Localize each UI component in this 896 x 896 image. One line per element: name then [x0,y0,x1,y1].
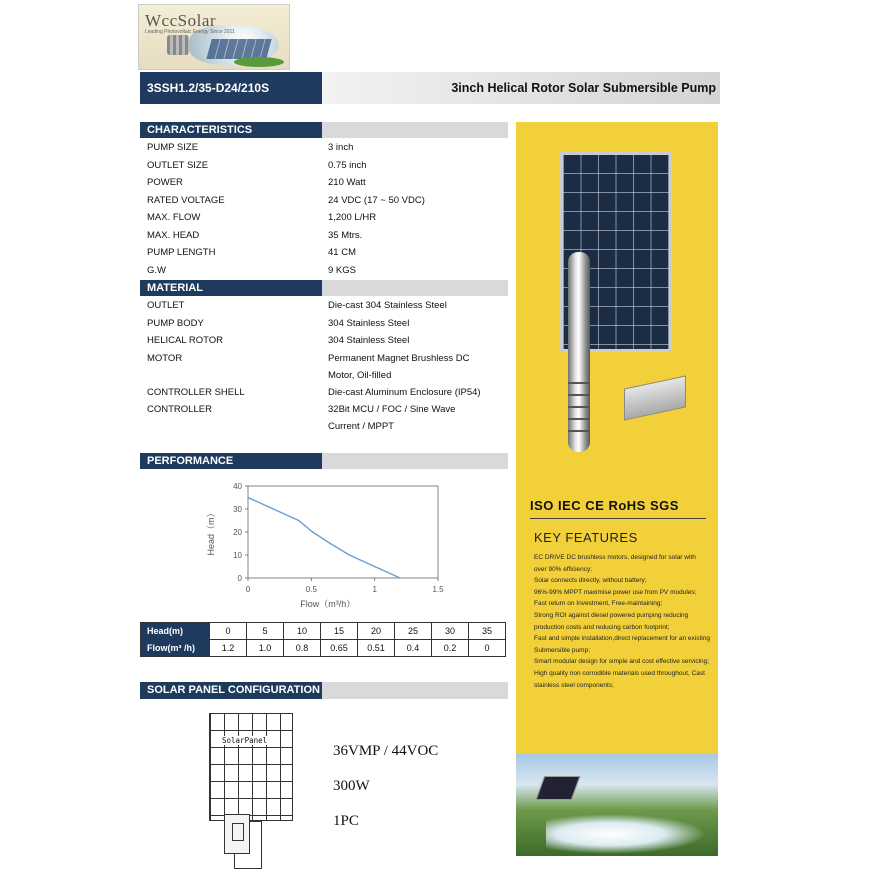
spec-value [328,174,508,191]
spec-row [140,401,508,435]
spec-key: G.W [147,264,166,276]
spec-key: OUTLET [147,300,185,311]
data-point [374,566,376,568]
spec-value-line: Motor, Oil-filled [328,369,392,381]
spec-key: CONTROLLER SHELL [147,386,245,398]
spec-key: PUMP SIZE [147,142,199,153]
spec-value [328,332,508,349]
feature-item: Strong ROI against diesel powered pumping reducing production costs and reducing carbon footprint; [534,611,689,631]
spec-key: HELICAL ROTOR [147,335,224,346]
feature-item: Solar connects directly, without battery; [534,577,647,585]
solar-cells-graphic [206,39,271,59]
spec-row [140,192,508,209]
y-axis-label: Head（m） [206,508,216,556]
x-tick-label: 1 [372,585,377,594]
brand-name: WccSolar [145,11,217,30]
y-tick-label: 40 [233,482,242,491]
data-point [349,554,351,556]
spec-row [140,174,508,191]
x-axis-label: Flow（m³/h） [300,599,356,609]
farm-irrigation-image [516,754,718,856]
spec-key: RATED VOLTAGE [147,194,225,206]
brand-logo [138,4,290,70]
spec-row [140,315,508,332]
spec-value-line: 32Bit MCU / FOC / Sine Wave [328,404,456,415]
spec-key: POWER [147,177,183,188]
spec-key: PUMP LENGTH [147,247,216,258]
head-cell: 15 [321,623,358,640]
spec-key: MAX. HEAD [147,229,200,241]
spec-value-line: 24 VDC (17 ~ 50 VDC) [328,194,425,206]
flow-cell: 0.65 [321,640,358,657]
head-cell: 20 [358,623,395,640]
feature-item: EC DRIVE DC brushless motors, designed for solar with over 90% efficiency; [534,554,696,573]
spec-value [328,262,508,279]
spec-row [140,332,508,349]
feature-item: High quality non corrodible materials used throughout, Cast stainless steel components; [534,669,705,689]
farm-pv-graphic [536,776,581,800]
head-cell: 5 [247,623,284,640]
spec-value-line: Die-cast 304 Stainless Steel [328,300,447,311]
x-tick-label: 1.5 [432,585,444,594]
spec-key: PUMP BODY [147,317,204,329]
data-point [399,577,401,579]
data-point [273,508,275,510]
spec-value-line: 35 Mtrs. [328,229,363,241]
flow-cell: 0.2 [432,640,469,657]
key-features-title: KEY FEATURES [534,530,638,545]
spec-value [328,384,508,401]
water-spray-graphic [546,814,706,854]
spec-row [140,157,508,174]
head-cell: 0 [210,623,247,640]
spec-key: CONTROLLER [147,404,212,415]
spec-row [140,244,508,261]
controller-box-drawing [224,814,250,854]
spec-value [328,139,508,156]
spec-value-line: 1,200 L/HR [328,212,377,223]
solar-panel-label: SolarPanel [222,736,268,745]
y-tick-label: 30 [233,505,242,514]
y-tick-label: 0 [237,574,242,583]
model-number: 3SSH1.2/35-D24/210S [140,72,322,104]
section-title: SOLAR PANEL CONFIGURATION [140,682,322,699]
brand-tagline: Leading Photovoltaic Energy Since 2011 [145,29,235,35]
solar-spec-quantity: 1PC [333,813,359,829]
head-label: Head(m) [141,623,210,640]
spec-value-line: 3 inch [328,142,354,153]
spec-key: OUTLET SIZE [147,159,209,171]
spec-row [140,350,508,384]
spec-value [328,297,508,314]
x-tick-label: 0 [245,585,251,594]
spec-row [140,227,508,244]
data-point [298,520,300,522]
spec-row [140,209,508,226]
product-title: 3inch Helical Rotor Solar Submersible Pump [322,72,720,104]
spec-value [328,244,508,261]
spec-value [328,401,508,435]
spec-row [140,297,508,314]
section-header-fill [322,122,508,138]
pump-bands-graphic [568,372,590,442]
section-title: CHARACTERISTICS [140,122,322,138]
product-panel [516,122,718,856]
spec-value-line: Current / MPPT [328,421,394,432]
y-tick-label: 20 [233,528,242,537]
spec-value-line: 0.75 inch [328,159,367,171]
spec-value-line: Die-cast Aluminum Enclosure (IP54) [328,386,481,398]
feature-item: 96%-99% MPPT maximise power use from PV modules; [534,588,697,596]
spec-value-line: Permanent Magnet Brushless DC [328,352,470,364]
spec-value-line: 41 CM [328,247,356,258]
data-point [312,531,314,533]
spec-row [140,384,508,401]
y-tick-label: 10 [233,551,242,560]
head-row [141,623,506,640]
flow-label: Flow(m³ /h) [141,640,210,657]
data-point [247,497,249,499]
flow-cell: 0.8 [284,640,321,657]
spec-value [328,209,508,226]
spec-key: MAX. FLOW [147,212,201,223]
feature-item: Fast and simple installation,direct replacement for an existing Submersible pump; [534,635,710,654]
feature-item: Smart modular design for simple and cost effective servicing; [534,658,710,666]
leaf-graphic [234,57,284,67]
bulb-base-icon [167,35,189,55]
section-header-fill [322,453,508,469]
head-cell: 35 [469,623,506,640]
spec-value-line: 9 KGS [328,264,356,276]
head-cell: 10 [284,623,321,640]
head-cell: 30 [432,623,469,640]
flow-cell: 0.4 [395,640,432,657]
spec-value-line: 304 Stainless Steel [328,335,410,346]
spec-value [328,192,508,209]
spec-value [328,157,508,174]
flow-cell: 0.51 [358,640,395,657]
section-header-fill [322,280,508,296]
section-title: MATERIAL [140,280,322,296]
spec-value [328,227,508,244]
head-flow-line [248,498,400,579]
flow-cell: 1.2 [210,640,247,657]
spec-value [328,350,508,384]
spec-row [140,262,508,279]
solar-spec-voltage: 36VMP / 44VOC [333,743,439,759]
flow-cell: 0 [469,640,506,657]
solar-panel-drawing [209,713,293,821]
data-point [330,543,332,545]
section-title: PERFORMANCE [140,453,322,469]
feature-item: Fast return on Investment, Free-maintaining; [534,600,663,608]
divider [530,518,706,519]
spec-value [328,315,508,332]
spec-value-line: 304 Stainless Steel [328,317,410,329]
controller-image [624,375,686,420]
spec-row [140,139,508,156]
spec-value-line: 210 Watt [328,177,366,188]
x-tick-label: 0.5 [305,585,317,594]
head-cell: 25 [395,623,432,640]
key-features-list [534,552,710,691]
solar-spec-power: 300W [333,778,370,794]
flow-table [140,622,506,657]
flow-cell: 1.0 [247,640,284,657]
section-header-fill [322,682,508,699]
certification-logos: ISO IEC CE RoHS SGS [530,498,679,513]
performance-chart [196,478,456,616]
plot-frame [248,486,438,578]
spec-key: MOTOR [147,352,183,364]
flow-row [141,640,506,657]
